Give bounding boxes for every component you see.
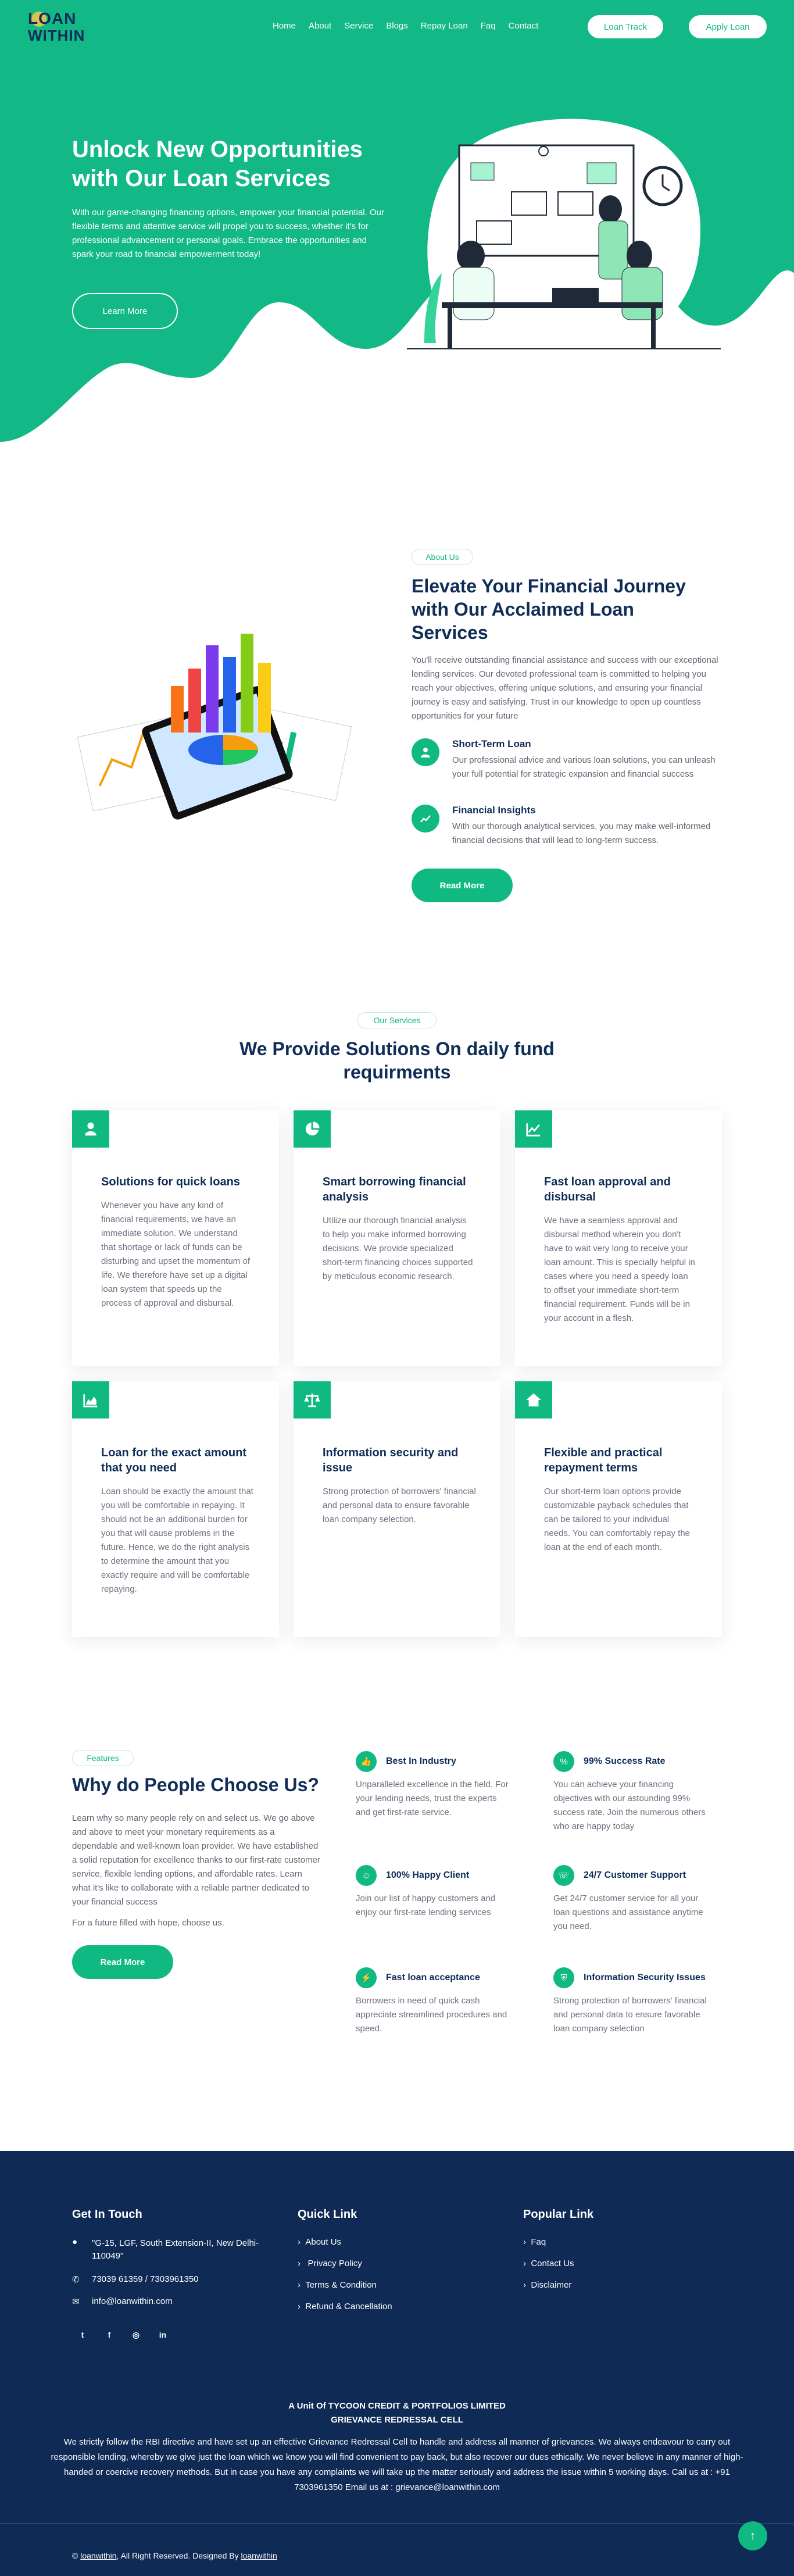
hero-illustration [407,110,732,360]
user-icon [412,738,439,766]
service-card-text: Utilize our thorough financial analysis to help you make informed borrowing decisions. We provide specialized short-term financing choices supported by meticulous economic research. [323,1216,473,1281]
pie-chart-icon [294,1110,331,1148]
chart-icon [412,805,439,833]
logo[interactable]: LOAN WITHIN [28,9,85,44]
service-card [72,1110,279,1366]
footer-popular-title: Popular Link [523,2208,594,2221]
footer-address: "G-15, LGF, South Extension-II, New Delhi-110049" [92,2238,259,2261]
footer-phone: 73039 61359 / 7303961350 [92,2274,199,2284]
site-footer [0,2151,794,2576]
about-item-title: Short-Term Loan [452,738,531,749]
footer-email[interactable]: info@loanwithin.com [92,2296,173,2306]
apply-loan-button[interactable]: Apply Loan [689,15,767,38]
footer-notice: We strictly follow the RBI directive and have set up an effective Grievance Redressal Cell to handle and address all manner of grievances. We always endeavour to carry out responsible lending, whereby we give just the loan which we know you will find convenient to pay back, but also recover our dues ethically. We never believe in any manner of high-handed or coercive recovery methods. But in case you have any complaints we will take up the matter seriously and address the issue within 5 working days. Call us at : +91 7303961350 Email us at : grievance@loanwithin.com [51,2437,743,2492]
nav-service[interactable]: Service [344,21,374,31]
hero-learn-more-button[interactable]: Learn More [72,293,178,329]
service-card [294,1381,500,1637]
hero-title: Unlock New Opportunities with Our Loan Services [72,137,363,191]
footer-touch-title: Get In Touch [72,2208,142,2221]
why-title: Why do People Choose Us? [72,1774,319,1795]
copyright-brand-link[interactable]: loanwithin [80,2551,117,2560]
loan-track-button[interactable]: Loan Track [588,15,663,38]
scale-icon [294,1381,331,1419]
about-illustration [72,610,363,831]
envelope-icon: ✉ [72,2297,80,2307]
bolt-icon: ⚡ [356,1967,377,1988]
service-card [515,1381,722,1637]
why-read-more-button[interactable]: Read More [72,1945,173,1979]
area-chart-icon [72,1381,109,1419]
thumbs-up-icon: 👍 [356,1751,377,1772]
footer-popular-link[interactable]: › Faq [523,2237,546,2247]
why-text-2: For a future filled with hope, choose us. [72,1918,224,1928]
main-menu [273,21,551,31]
service-card-title: Fast loan approval and disbursal [544,1176,671,1203]
service-card [294,1110,500,1366]
percent-icon: % [553,1751,574,1772]
nav-faq[interactable]: Faq [480,21,496,31]
about-tag: About Us [412,549,473,565]
services-tag: Our Services [357,1012,437,1028]
service-card-text: Strong protection of borrowers' financial and personal data to ensure favorable loan company selection. [323,1487,476,1524]
nav-blogs[interactable]: Blogs [386,21,408,31]
phone-icon: ✆ [72,2275,80,2285]
instagram-icon[interactable]: ◎ [132,2330,140,2339]
site-header [0,0,794,53]
nav-contact[interactable]: Contact [508,21,539,31]
facebook-icon[interactable]: f [108,2330,111,2339]
footer-popular-link[interactable]: › Contact Us [523,2259,574,2268]
service-card [515,1110,722,1366]
copyright: © loanwithin, All Right Reserved. Designed By loanwithin [72,2551,277,2560]
shield-icon: ⛨ [553,1967,574,1988]
headset-icon: ☏ [553,1865,574,1886]
nav-repay-loan[interactable]: Repay Loan [420,21,468,31]
service-card [72,1381,279,1637]
footer-quick-link[interactable]: › About Us [298,2237,342,2247]
user-check-icon: ☺ [356,1865,377,1886]
about-text: You'll receive outstanding financial assistance and success with our exceptional lending services. Our devoted professional team is committed to helping you reach your objectives, offering unique solutions, and ensuring your financial journey is easy and satisfying. Trust in our knowledge to open up countless opportunities for your future [412,655,718,721]
why-tag: Features [72,1750,134,1766]
footer-unit: A Unit Of TYCOON CREDIT & PORTFOLIOS LIMITED [288,2401,506,2411]
footer-grievance: GRIEVANCE REDRESSAL CELL [331,2415,463,2425]
linkedin-icon[interactable]: in [159,2330,167,2339]
service-card-text: Our short-term loan options provide customizable payback schedules that can be tailored to your individual needs. You can comfortably repay the loan at the end of each month. [544,1487,691,1552]
service-card-text: Loan should be exactly the amount that you will be comfortable in repaying. It should not be an additional burden for you that will cause problems in the future. Hence, we do the right analysis to determine the amount that you exactly require and will be comfortable repaying. [101,1487,253,1594]
service-card-text: Whenever you have any kind of financial requirements, we have an immediate solution. We understand that shortage or lack of funds can be disturbing and upset the momentum of life. We therefore have set up a digital loan system that speeds up the process of approval and disbursal. [101,1201,250,1308]
map-marker-icon: ● [72,2237,78,2247]
service-card-title: Loan for the exact amount that you need [101,1446,247,1474]
footer-quick-link[interactable]: › Privacy Policy [298,2259,362,2268]
hero-text: With our game-changing financing options, empower your financial potential. Our flexible terms and attentive service will propel you to success, whether it's for professional advancement or personal goals. Embrace the opportunities and spark your road to financial empowerment today! [72,208,384,259]
footer-quick-title: Quick Link [298,2208,357,2221]
services-title: We Provide Solutions On daily fund requirments [239,1038,555,1082]
nav-home[interactable]: Home [273,21,296,31]
footer-quick-link[interactable]: › Refund & Cancellation [298,2302,392,2311]
back-to-top-button[interactable]: ↑ [738,2521,767,2550]
about-item-text: With our thorough analytical services, you may make well-informed financial decisions that will lead to long-term success. [452,821,711,845]
home-icon [515,1381,552,1419]
about-read-more-button[interactable]: Read More [412,869,513,902]
service-card-title: Flexible and practical repayment terms [544,1446,663,1474]
why-text: Learn why so many people rely on and select us. We go above and above to meet your monetary requirements as a dependable and well-known loan provider. We have established a solid reputation for excellence thanks to our first-rate customer service, flexible lending options, and affordable rates. Learn what it's like to collaborate with a reliable partner dedicated to your financial success [72,1813,320,1907]
about-item-text: Our professional advice and various loan solutions, you can unleash your full potential for strategic expansion and financial success [452,755,716,779]
about-item-title: Financial Insights [452,805,536,816]
designer-link[interactable]: loanwithin [241,2551,277,2560]
nav-about[interactable]: About [309,21,332,31]
service-card-title: Smart borrowing financial analysis [323,1176,466,1203]
footer-popular-link[interactable]: › Disclaimer [523,2280,572,2290]
about-title: Elevate Your Financial Journey with Our Acclaimed Loan Services [412,576,686,643]
line-chart-icon [515,1110,552,1148]
service-card-title: Information security and issue [323,1446,459,1474]
footer-quick-link[interactable]: › Terms & Condition [298,2280,377,2290]
twitter-icon[interactable]: t [81,2330,84,2339]
service-card-title: Solutions for quick loans [101,1176,240,1188]
service-card-text: We have a seamless approval and disbursal method wherein you don't have to wait very long to receive your loan amount. This is specially helpful in cases where you need a speedy loan to offset your immediate short-term financial requirement. Funds will be in your account in a flesh. [544,1216,695,1323]
user-icon [72,1110,109,1148]
